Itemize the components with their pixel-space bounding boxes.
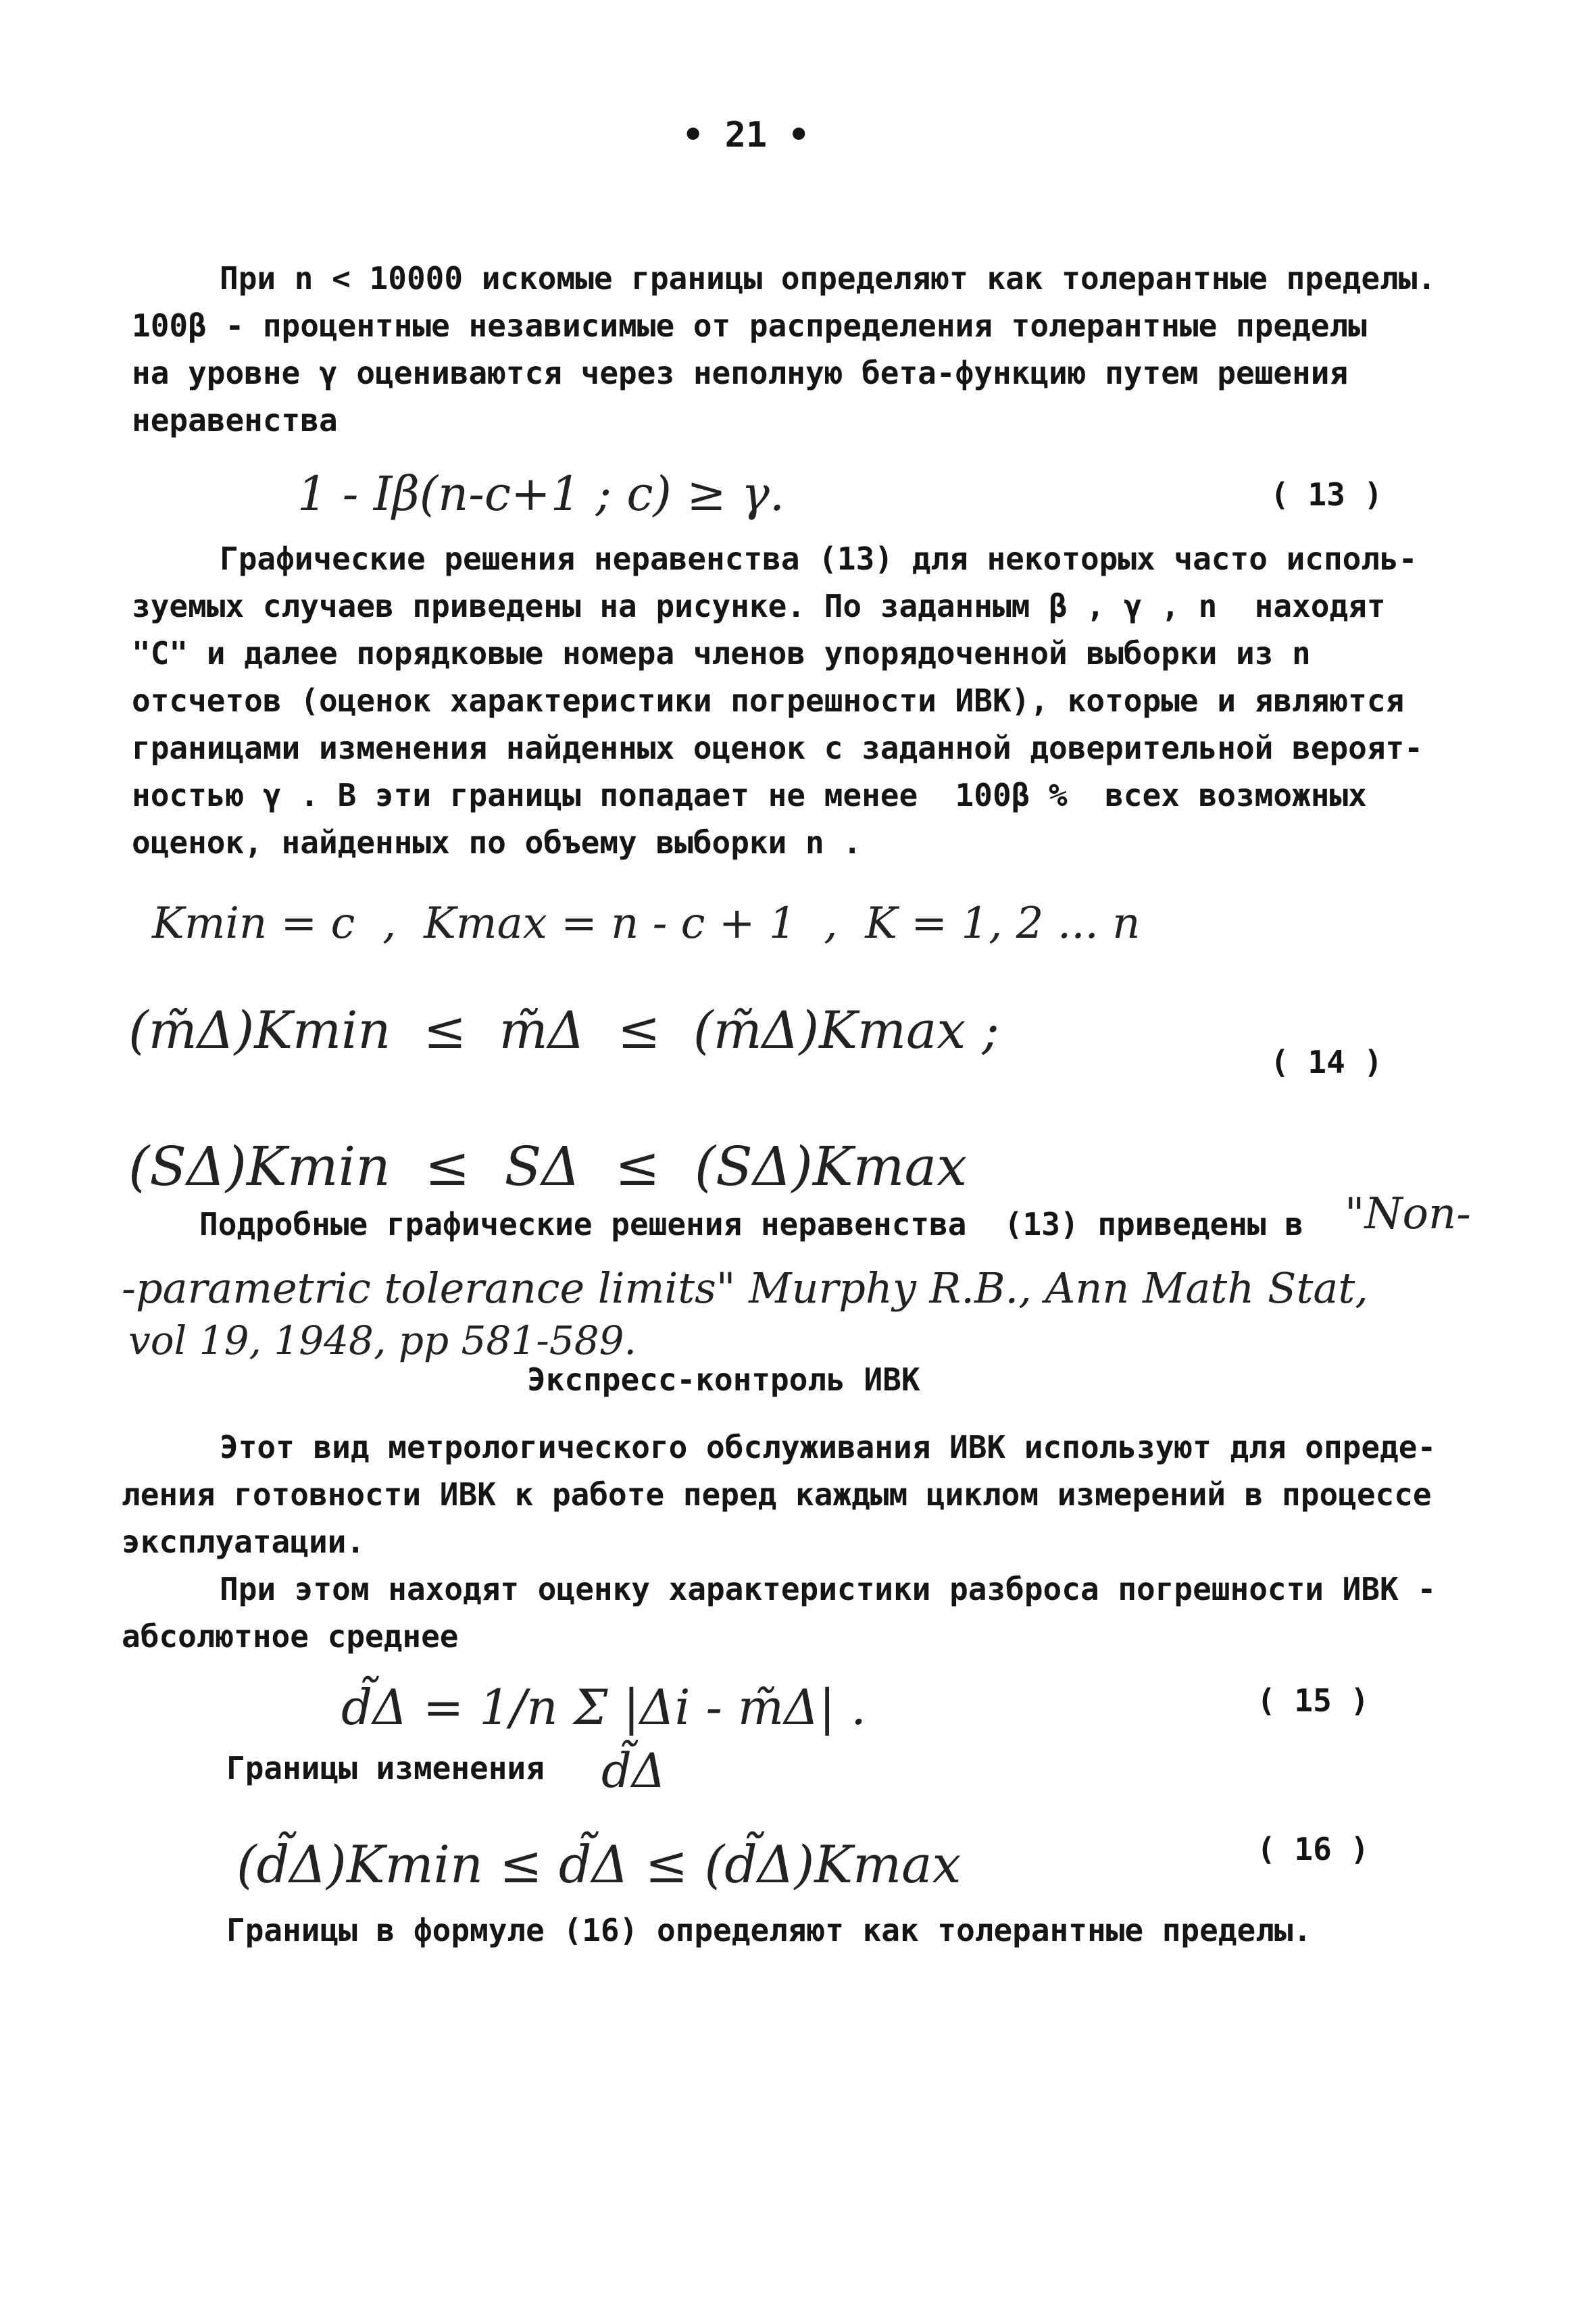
page-number: • 21 • bbox=[682, 115, 809, 155]
equation-14-number: ( 14 ) bbox=[1270, 1044, 1383, 1080]
equation-16: (d̃Δ)Kmin ≤ d̃Δ ≤ (d̃Δ)Kmax bbox=[236, 1834, 962, 1894]
para3-reference-3: vol 19, 1948, pp 581-589. bbox=[128, 1317, 637, 1363]
bounds-symbol: d̃Δ bbox=[601, 1743, 666, 1799]
para6-line1: Границы в формуле (16) определяют как толерантные пределы. bbox=[226, 1912, 1312, 1948]
para4-line3: эксплуатации. bbox=[122, 1524, 366, 1560]
equation-14-k-line: Kmin = c , Kmax = n - c + 1 , K = 1, 2 ... n bbox=[152, 899, 1141, 949]
para2-line5: границами изменения найденных оценок с заданной доверительной вероят- bbox=[132, 730, 1423, 766]
para5-line1: При этом находят оценку характеристики разброса погрешности ИВК - bbox=[220, 1571, 1437, 1607]
para1-line3: на уровне γ оцениваются через неполную бета-функцию путем решения bbox=[132, 355, 1349, 391]
para4-line2: ления готовности ИВК к работе перед каждым циклом измерений в процессе bbox=[122, 1476, 1432, 1513]
para5-line2: абсолютное среднее bbox=[122, 1618, 459, 1655]
para2-line1: Графические решения неравенства (13) для некоторых часто исполь- bbox=[220, 540, 1418, 577]
equation-15: d̃Δ = 1/n Σ |Δi - m̃Δ| . bbox=[341, 1679, 866, 1736]
equation-15-number: ( 15 ) bbox=[1257, 1682, 1370, 1719]
para3-reference-2: -parametric tolerance limits" Murphy R.B., Ann Math Stat, bbox=[122, 1263, 1368, 1313]
para2-line7: оценок, найденных по объему выборки n . bbox=[132, 824, 862, 861]
para3-typed-line: Подробные графические решения неравенства (13) приведены в bbox=[199, 1206, 1303, 1242]
para2-line4: отсчетов (оценок характеристики погрешности ИВК), которые и являются bbox=[132, 682, 1405, 719]
equation-16-number: ( 16 ) bbox=[1257, 1831, 1370, 1867]
para2-line3: "C" и далее порядковые номера членов упорядоченной выборки из n bbox=[132, 635, 1311, 672]
bounds-label: Границы изменения bbox=[226, 1750, 545, 1786]
para1-line4: неравенства bbox=[132, 402, 338, 438]
para1-line1: При n < 10000 искомые границы определяют как толерантные пределы. bbox=[220, 260, 1437, 297]
para3-reference-1: "Non- bbox=[1345, 1189, 1471, 1239]
para2-line2: зуемых случаев приведены на рисунке. По заданным β , γ , n находят bbox=[132, 588, 1386, 624]
para2-line6: ностью γ . В эти границы попадает не менее 100β % всех возможных bbox=[132, 777, 1367, 813]
para1-line2: 100β - процентные независимые от распределения толерантные пределы bbox=[132, 307, 1367, 344]
para4-line1: Этот вид метрологического обслуживания ИВК используют для опреде- bbox=[220, 1429, 1437, 1465]
equation-13-number: ( 13 ) bbox=[1270, 476, 1383, 513]
section-title: Экспресс-контроль ИВК bbox=[527, 1361, 920, 1398]
equation-14-s-line: (SΔ)Kmin ≤ SΔ ≤ (SΔ)Kmax bbox=[128, 1135, 968, 1198]
equation-14-m-line: (m̃Δ)Kmin ≤ m̃Δ ≤ (m̃Δ)Kmax ; bbox=[128, 1000, 999, 1060]
equation-13: 1 - Iβ(n-c+1 ; c) ≥ γ. bbox=[297, 466, 785, 522]
